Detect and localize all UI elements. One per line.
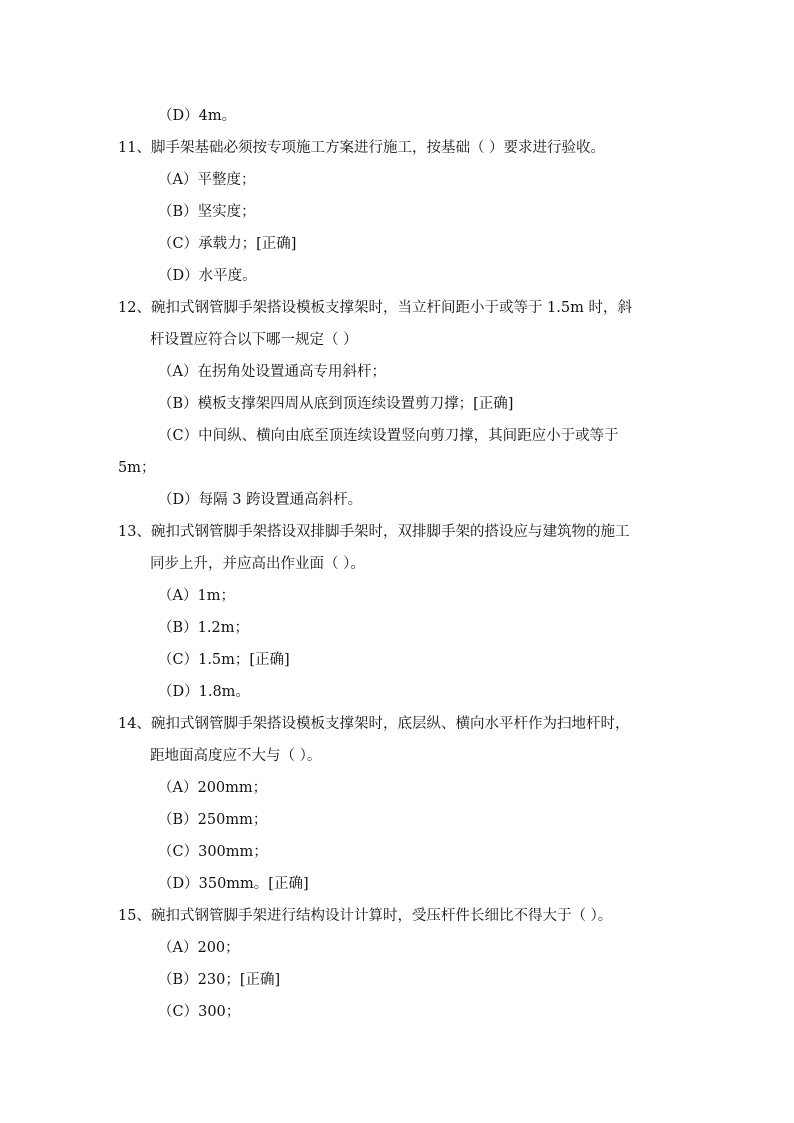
question-12-cont: 杆设置应符合以下哪一规定（ ）: [150, 332, 358, 348]
q10-option-d: （D）4m。: [158, 108, 237, 124]
q11-option-b: （B）坚实度；: [158, 204, 256, 220]
q14-option-a: （A）200mm；: [158, 780, 268, 796]
q12-option-a: （A）在拐角处设置通高专用斜杆；: [158, 364, 386, 380]
q11-option-d: （D）水平度。: [158, 268, 257, 284]
q12-option-c-cont: 5m；: [118, 460, 156, 476]
q13-option-c: （C）1.5m；[正确]: [158, 652, 290, 668]
question-14: 14、碗扣式钢管脚手架搭设模板支撑架时，底层纵、横向水平杆作为扫地杆时，: [118, 716, 630, 732]
q14-option-b: （B）250mm；: [158, 812, 268, 828]
q12-option-b: （B）模板支撑架四周从底到顶连续设置剪刀撑；[正确]: [158, 396, 514, 412]
question-13: 13、碗扣式钢管脚手架搭设双排脚手架时，双排脚手架的搭设应与建筑物的施工: [118, 524, 630, 540]
q14-option-d: （D）350mm。[正确]: [158, 876, 309, 892]
q11-option-a: （A）平整度；: [158, 172, 256, 188]
question-14-cont: 距地面高度应不大与（ ）。: [150, 748, 322, 764]
question-13-cont: 同步上升，并应高出作业面（ ）。: [150, 556, 365, 572]
q12-option-c: （C）中间纵、横向由底至顶连续设置竖向剪刀撑，其间距应小于或等于: [158, 428, 619, 444]
q15-option-c: （C）300；: [158, 1004, 241, 1020]
q11-option-c: （C）承载力；[正确]: [158, 236, 297, 252]
question-11: 11、脚手架基础必须按专项施工方案进行施工，按基础（ ）要求进行验收。: [118, 140, 606, 156]
q15-option-a: （A）200；: [158, 940, 240, 956]
q15-option-b: （B）230；[正确]: [158, 972, 281, 988]
q12-option-d: （D）每隔 3 跨设置通高斜杆。: [158, 492, 363, 508]
question-15: 15、碗扣式钢管脚手架进行结构设计计算时，受压杆件长细比不得大于（ ）。: [118, 908, 613, 924]
question-12: 12、碗扣式钢管脚手架搭设模板支撑架时，当立杆间距小于或等于 1.5m 时，斜: [118, 300, 632, 316]
q13-option-b: （B）1.2m；: [158, 620, 249, 636]
q13-option-d: （D）1.8m。: [158, 684, 250, 700]
q13-option-a: （A）1m；: [158, 588, 235, 604]
q14-option-c: （C）300mm；: [158, 844, 268, 860]
